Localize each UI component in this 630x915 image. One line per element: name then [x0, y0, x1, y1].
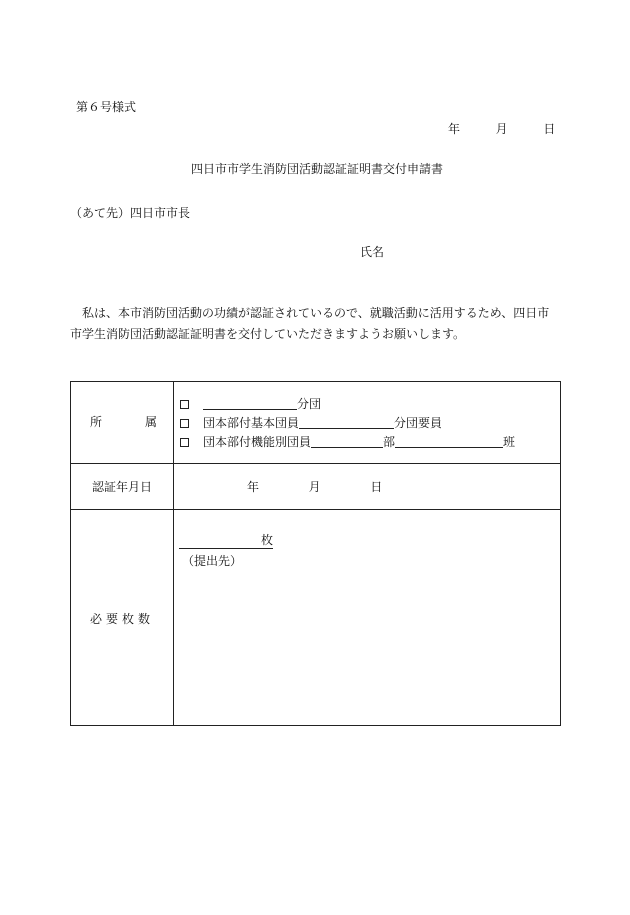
application-date	[448, 123, 555, 135]
document-title: 四日市市学生消防団活動認証証明書交付申請書	[190, 162, 443, 176]
form-number: 第６号様式	[76, 100, 137, 114]
submit-to-label: （提出先）	[182, 554, 243, 568]
branch-checkbox[interactable]	[180, 400, 189, 409]
certification-date-header: 認証年月日	[91, 480, 152, 494]
required-copies-row	[71, 510, 560, 725]
date-month-label: 月	[495, 122, 508, 136]
date-year-label: 年	[448, 122, 461, 136]
affiliation-option-functional-member: 団本部付機能別団員 部 班	[180, 435, 515, 448]
copies-count-field[interactable]: 枚	[179, 534, 273, 549]
basic-member-checkbox[interactable]	[180, 419, 189, 428]
certification-date-row	[71, 464, 560, 510]
basic-member-branch-field[interactable]	[299, 416, 394, 429]
functional-member-squad-field[interactable]	[395, 435, 503, 448]
certification-date-cell[interactable]	[174, 464, 560, 509]
affiliation-row	[71, 382, 560, 464]
affiliation-options	[174, 382, 560, 463]
required-copies-header: 必要枚数	[89, 612, 154, 626]
affiliation-option-basic-member: 団本部付基本団員 分団要員	[180, 416, 442, 429]
applicant-name-label: 氏名	[360, 245, 385, 259]
required-copies-cell	[174, 510, 560, 725]
branch-name-field[interactable]	[203, 397, 297, 410]
date-day-label: 日	[543, 122, 556, 136]
request-statement: 私は、本市消防団活動の功績が認証されているので、就職活動に活用するため、四日市市学生消防団活動認証証明書を交付していただきますようお願いします。	[70, 306, 550, 341]
functional-member-division-field[interactable]	[311, 435, 383, 448]
affiliation-option-branch: 分団	[180, 397, 321, 410]
application-table	[70, 381, 561, 726]
affiliation-header: 所 属	[90, 415, 157, 429]
functional-member-checkbox[interactable]	[180, 438, 189, 447]
certification-date-fields: 年 月 日	[247, 480, 383, 494]
addressee: （あて先）四日市市長	[70, 206, 191, 220]
